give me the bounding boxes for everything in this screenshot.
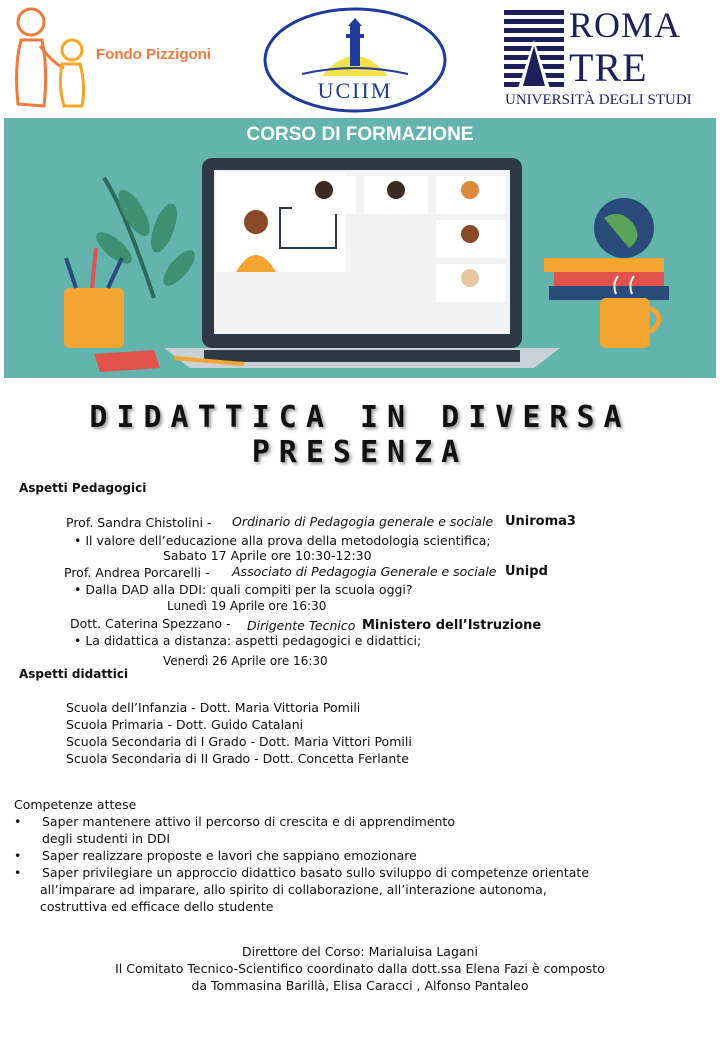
fondo-pizzigoni-name: Fondo Pizzigoni xyxy=(96,46,211,63)
bullet-3: • xyxy=(14,865,22,880)
uciim-logo xyxy=(262,6,448,114)
competenze-item-1-line2: degli studenti in DDI xyxy=(42,831,171,846)
competenze-item-3-line2: all’imparare ad imparare, allo spirito di collaborazione, all’interazione autonoma, xyxy=(40,882,547,897)
competenze-item-1-line1: Saper mantenere attivo il percorso di crescita e di apprendimento xyxy=(42,814,455,829)
main-title: DIDATTICA IN DIVERSA PRESENZA xyxy=(89,400,631,470)
bullet-2: • xyxy=(14,848,22,863)
banner-illustration xyxy=(4,118,716,378)
pencil-cup xyxy=(64,288,124,348)
speaker-2-topic: • Dalla DAD alla DDI: quali compiti per la scuola oggi? xyxy=(74,582,413,597)
tre-text: TRE xyxy=(569,45,648,90)
didattici-item-1: Scuola dell’Infanzia - Dott. Maria Vittoria Pomili xyxy=(66,700,361,715)
speaker-1-role: Ordinario di Pedagogia generale e sociale xyxy=(232,514,494,529)
uciim-text: UCIIM xyxy=(317,78,393,103)
speaker-1-org: Uniroma3 xyxy=(505,514,576,529)
competenze-item-2-line1: Saper realizzare proposte e lavori che sappiano emozionare xyxy=(42,848,417,863)
mug-illustration xyxy=(600,298,650,348)
speaker-3-topic: • La didattica a distanza: aspetti pedagogici e didattici; xyxy=(74,633,422,648)
speaker-2-date: Lunedì 19 Aprile ore 16:30 xyxy=(167,599,327,613)
bullet-1: • xyxy=(14,814,22,829)
roma-text: ROMA xyxy=(569,5,682,45)
didattici-item-3: Scuola Secondaria di I Grado - Dott. Maria Vittori Pomili xyxy=(66,734,412,749)
speaker-1-name: Prof. Sandra Chistolini - xyxy=(66,515,212,530)
speaker-3-date: Venerdì 26 Aprile ore 16:30 xyxy=(163,654,328,668)
competenze-item-3-line3: costruttiva ed efficace dello studente xyxy=(40,899,274,914)
didattici-item-2: Scuola Primaria - Dott. Guido Catalani xyxy=(66,717,304,732)
speaker-2-org: Unipd xyxy=(505,564,548,579)
speaker-3-role: Dirigente Tecnico xyxy=(247,618,356,633)
laptop-illustration xyxy=(164,158,560,368)
didattici-item-4: Scuola Secondaria di II Grado - Dott. Concetta Ferlante xyxy=(66,751,409,766)
universita-text: UNIVERSITÀ DEGLI STUDI xyxy=(505,92,692,108)
section-heading-didattici: Aspetti didattici xyxy=(19,667,129,681)
speaker-1-topic: • Il valore dell’educazione alla prova della metodologia scientifica; xyxy=(74,533,491,548)
speaker-2-role: Associato di Pedagogia Generale e sociale xyxy=(232,564,497,579)
speaker-3-org: Ministero dell’Istruzione xyxy=(362,618,542,633)
course-title: CORSO DI FORMAZIONE xyxy=(246,124,474,145)
competenze-heading: Competenze attese xyxy=(14,797,137,812)
section-heading-pedagogici: Aspetti Pedagogici xyxy=(19,481,147,495)
speaker-3-name: Dott. Caterina Spezzano - xyxy=(70,616,231,631)
footer-committee-members: da Tommasina Barillà, Elisa Caracci , Alfonso Pantaleo xyxy=(191,978,529,993)
footer-director: Direttore del Corso: Marialuisa Lagani xyxy=(242,944,478,959)
footer-committee: Il Comitato Tecnico-Scientifico coordinato dalla dott.ssa Elena Fazi è composto xyxy=(115,961,605,976)
competenze-item-3-line1: Saper privilegiare un approccio didattico basato sullo sviluppo di competenze orientate xyxy=(42,865,590,880)
speaker-1-date: Sabato 17 Aprile ore 10:30-12:30 xyxy=(163,548,372,563)
speaker-2-name: Prof. Andrea Porcarelli - xyxy=(64,565,210,580)
